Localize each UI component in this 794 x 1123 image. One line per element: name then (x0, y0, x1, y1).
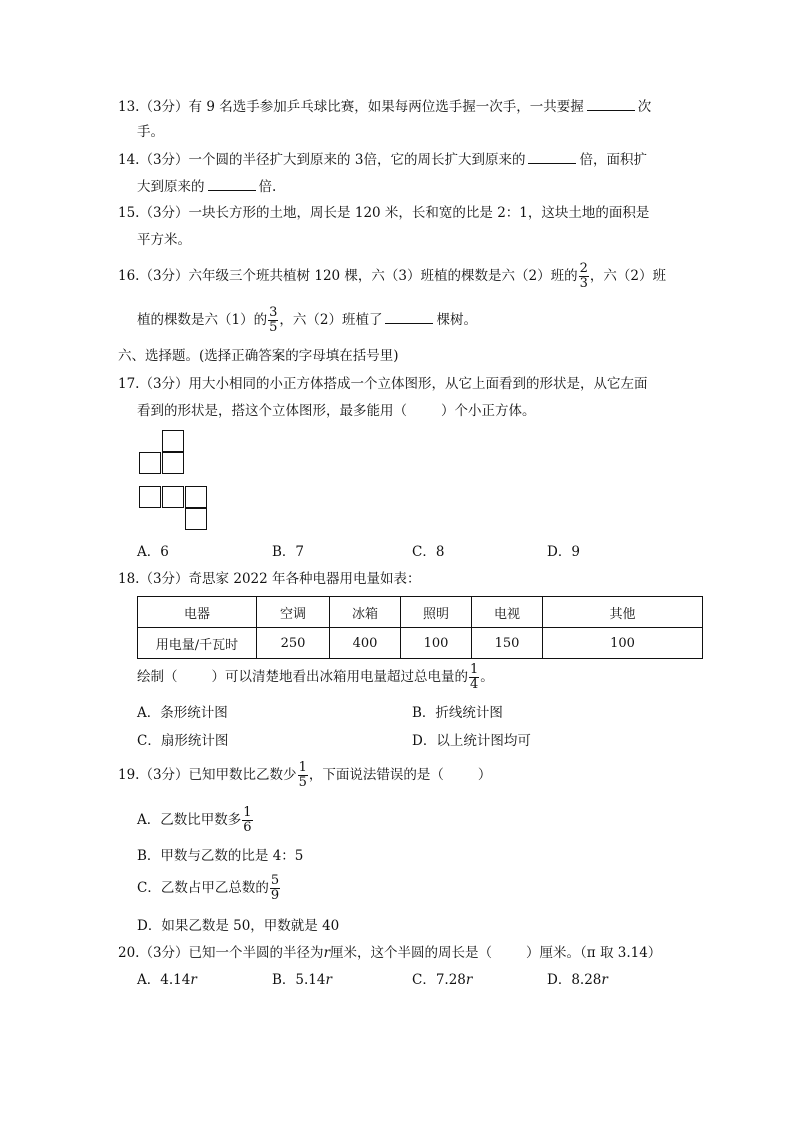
frac-numerator: 1 (243, 805, 252, 820)
q15-line2: 平方米。 (137, 232, 191, 248)
q18-option-b[interactable]: B．折线统计图 (412, 705, 503, 721)
top-view-figure (139, 430, 185, 476)
q20-option-b[interactable] (272, 970, 332, 990)
q20-option-a[interactable] (137, 970, 197, 990)
q14-text-end: 倍，面积扩 (579, 152, 647, 168)
q18-intro: 18.（3分）奇思家 2022 年各种电器用电量如表： (118, 571, 421, 587)
table-header-cell: 电器 (138, 597, 257, 628)
q18-question (137, 659, 494, 695)
q18-option-c[interactable]: C．扇形统计图 (137, 733, 229, 749)
q16-text2-mid: ，六（2）班植了 (279, 312, 383, 328)
q18-text: 绘制（ (137, 669, 178, 685)
q15-line1: 15.（3分）一块长方形的土地，周长是 120 米，长和宽的比是 2：1，这块土地的面积是 (118, 205, 650, 221)
q18-fraction-1-4 (469, 663, 479, 692)
square (185, 486, 207, 508)
q16-text-end: ，六（2）班 (589, 268, 666, 284)
square (162, 486, 184, 508)
q18-text-mid: ）可以清楚地看出冰箱用电量超过总电量的 (211, 669, 468, 685)
square (139, 486, 161, 508)
frac-denominator: 4 (470, 677, 479, 692)
q17-option-a[interactable]: A．6 (137, 544, 169, 560)
table-cell: 100 (401, 628, 472, 659)
frac-denominator: 5 (298, 775, 307, 790)
q17-text-end: ）个小正方体。 (441, 403, 536, 419)
electricity-table (137, 596, 703, 659)
q13-line1 (118, 96, 651, 117)
option-value: D．8.28 (547, 972, 602, 988)
q16-text2: 植的棵数是六（1）的 (137, 312, 268, 328)
option-value: B．5.14 (272, 972, 326, 988)
q16-line1 (118, 258, 666, 294)
q17-option-c[interactable]: C．8 (412, 544, 445, 560)
q20-option-d[interactable] (547, 970, 608, 990)
left-view-figure (139, 486, 209, 532)
q20-option-c[interactable] (412, 970, 472, 990)
q19-text-mid: ，下面说法错误的是（ (308, 767, 444, 783)
option-variable: r (601, 972, 608, 988)
q14-text2-end: 倍. (258, 179, 277, 195)
frac-numerator: 1 (470, 662, 479, 677)
q20-text: 20.（3分）已知一个半圆的半径为 (118, 945, 324, 961)
table-cell: 用电量/千瓦时 (138, 628, 257, 659)
square (185, 508, 207, 530)
square (162, 452, 184, 474)
q13-text-end: 次 (637, 99, 652, 115)
q19-option-a[interactable] (137, 802, 254, 838)
frac-denominator: 3 (579, 276, 588, 291)
q19-fraction-5-9 (270, 874, 280, 903)
table-cell: 250 (257, 628, 330, 659)
q17-line2 (137, 401, 536, 421)
frac-denominator: 6 (243, 820, 252, 835)
q20-text-end: ）厘米。（π 取 3.14） (526, 945, 662, 961)
table-header-row (138, 597, 703, 628)
q14-blank-circumference[interactable] (528, 149, 576, 164)
q13-line2: 手。 (137, 124, 164, 140)
table-cell: 100 (543, 628, 703, 659)
frac-numerator: 2 (579, 261, 588, 276)
q17-text: 看到的形状是，搭这个立体图形，最多能用（ (137, 403, 407, 419)
q16-fraction-2-3 (579, 262, 589, 291)
frac-denominator: 5 (269, 320, 278, 335)
q20-variable-r: r (323, 945, 331, 961)
table-cell: 150 (472, 628, 543, 659)
option-value: A．4.14 (137, 972, 191, 988)
q19-text-end: ） (477, 767, 492, 783)
q17-line1: 17.（3分）用大小相同的小正方体搭成一个立体图形，从它上面看到的形状是，从它左面 (118, 376, 648, 392)
table-header-cell: 电视 (472, 597, 543, 628)
q19-option-c[interactable] (137, 870, 281, 906)
table-cell: 400 (330, 628, 401, 659)
q16-line2 (137, 302, 477, 338)
q18-option-a[interactable]: A．条形统计图 (137, 705, 228, 721)
q19-fraction-1-5 (298, 761, 308, 790)
q19-option-a-text: A．乙数比甲数多 (137, 812, 242, 828)
table-header-cell: 其他 (543, 597, 703, 628)
q18-option-d[interactable]: D．以上统计图均可 (412, 733, 531, 749)
q20-question (118, 943, 661, 963)
option-value: C．7.28 (412, 972, 466, 988)
option-variable: r (190, 972, 197, 988)
q19-option-c-text: C．乙数占甲乙总数的 (137, 880, 269, 896)
q19-option-b[interactable]: B．甲数与乙数的比是 4：5 (137, 848, 304, 864)
q20-text-mid: 厘米，这个半圆的周长是（ (330, 945, 493, 961)
q14-line2 (137, 176, 276, 197)
table-header-cell: 冰箱 (330, 597, 401, 628)
q19-option-d[interactable]: D．如果乙数是 50，甲数就是 40 (137, 918, 340, 934)
q18-text-end: 。 (480, 669, 494, 685)
q14-text2: 大到原来的 (137, 179, 205, 195)
frac-numerator: 1 (298, 760, 307, 775)
q16-fraction-3-5 (268, 306, 278, 335)
frac-numerator: 3 (269, 305, 278, 320)
frac-denominator: 9 (270, 888, 280, 903)
option-variable: r (325, 972, 332, 988)
q16-text: 16.（3分）六年级三个班共植树 120 棵，六（3）班植的棵数是六（2）班的 (118, 268, 578, 284)
q13-answer-blank[interactable] (587, 96, 635, 111)
q16-text2-end: 棵树。 (436, 312, 477, 328)
table-header-cell: 照明 (401, 597, 472, 628)
square (162, 430, 184, 452)
q14-line1 (118, 149, 647, 170)
q19-question (118, 757, 491, 793)
table-header-cell: 空调 (257, 597, 330, 628)
q14-blank-area[interactable] (208, 176, 256, 191)
q13-text: 13.（3分）有 9 名选手参加乒乓球比赛，如果每两位选手握一次手，一共要握 (118, 99, 584, 115)
q17-option-d[interactable]: D．9 (547, 544, 580, 560)
table-row (138, 628, 703, 659)
q14-text: 14.（3分）一个圆的半径扩大到原来的 3倍，它的周长扩大到原来的 (118, 152, 526, 168)
section-heading: 六、选择题。(选择正确答案的字母填在括号里) (118, 348, 399, 364)
q19-fraction-1-6 (242, 806, 252, 835)
q17-option-b[interactable]: B．7 (272, 544, 305, 560)
option-variable: r (465, 972, 473, 988)
frac-numerator: 5 (270, 873, 280, 888)
q19-text: 19.（3分）已知甲数比乙数少 (118, 767, 297, 783)
q16-answer-blank[interactable] (385, 309, 433, 324)
square (139, 452, 161, 474)
